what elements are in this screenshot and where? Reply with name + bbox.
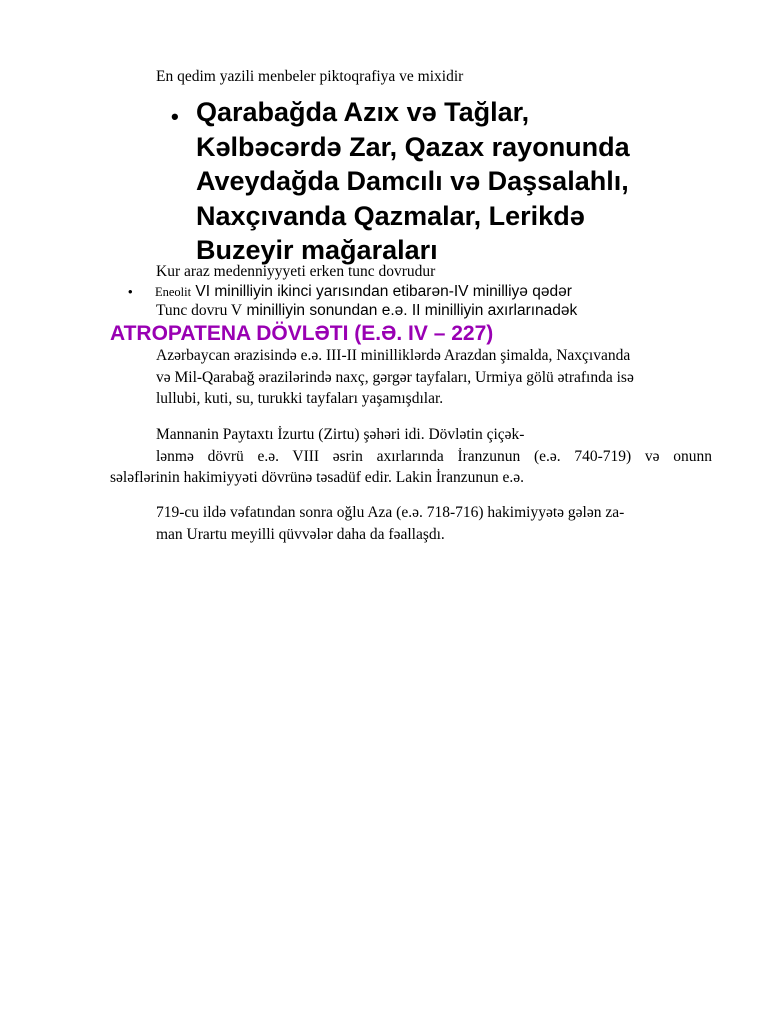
paragraph-line: və Mil-Qarabağ ərazilərində naxç, gərgər tayfaları, Urmiya gölü ətrafında isə <box>156 368 634 386</box>
tunc-text: minilliyin sonundan e.ə. II minilliyin axırlarınadək <box>242 302 578 319</box>
paragraph-line: lullubi, kuti, su, turukki tayfaları yaşamışdılar. <box>156 390 444 407</box>
paragraph-line: man Urartu meyilli qüvvələr daha da fəallaşdı. <box>156 525 445 543</box>
eneolit-text: VI minilliyin ikinci yarısından etibarən-IV minilliyə qədər <box>191 283 572 300</box>
caves-bullet: • <box>171 104 179 129</box>
caves-line: Aveydağda Damcılı və Daşsalahlı, <box>196 166 629 196</box>
intro-line: En qedim yazili menbeler piktoqrafiya ve mixidir <box>156 68 464 85</box>
eneolit-label: Eneolit <box>155 285 192 299</box>
caves-line: Qarabağda Azıx və Tağlar, <box>196 97 530 127</box>
paragraph-line: Azərbaycan ərazisində e.ə. III-II minilliklərdə Arazdan şimalda, Naxçıvanda <box>156 347 631 364</box>
section-heading: ATROPATENA DÖVLƏTI (E.Ə. IV – 227) <box>110 322 494 345</box>
paragraph-line: 719-cu ildə vəfatından sonra oğlu Aza (e.ə. 718-716) hakimiyyətə gələn za- <box>156 504 625 521</box>
paragraph-line: Mannanin Paytaxtı İzurtu (Zirtu) şəhəri idi. Dövlətin çiçək- <box>156 426 525 443</box>
tunc-label: Tunc dovru V <box>156 302 243 319</box>
caves-line: Buzeyir mağaraları <box>196 235 438 265</box>
caves-line: Naxçıvanda Qazmalar, Lerikdə <box>196 200 585 231</box>
caves-list <box>196 95 630 268</box>
paragraph-3 <box>110 502 712 545</box>
paragraph-line: lənmə dövrü e.ə. VIII əsrin axırlarında İranzunun (e.ə. 740-719) və onunn <box>156 447 712 465</box>
paragraph-2 <box>110 424 712 489</box>
paragraph-line: sələflərinin hakimiyyəti dövrünə təsadüf edir. Lakin İranzunun e.ə. <box>110 469 525 486</box>
caves-line: Kəlbəcərdə Zar, Qazax rayonunda <box>196 131 630 162</box>
eneolit-bullet: • <box>128 284 133 299</box>
tunc-line <box>156 302 577 320</box>
paragraph-1 <box>110 345 712 410</box>
kur-araz-line: Kur araz medenniyyyeti erken tunc dovrudur <box>156 263 436 280</box>
eneolit-line <box>155 283 572 301</box>
